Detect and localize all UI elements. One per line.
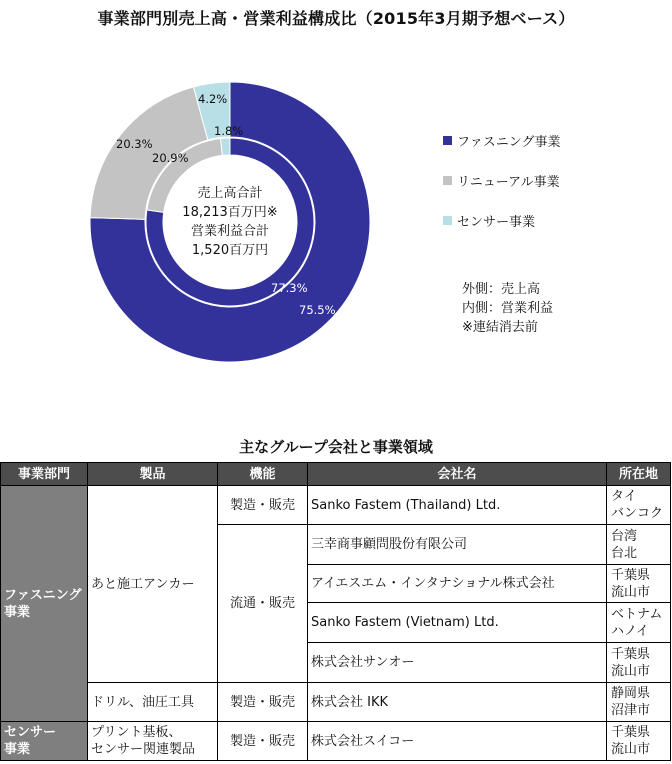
center-text-line-2: 18,213百万円※ (182, 205, 278, 220)
inner-label-renewal: 20.9% (152, 151, 189, 165)
header-location: 所在地 (607, 463, 671, 486)
chart-note (462, 280, 553, 337)
company-cell: 三幸商事顧問股份有限公司 (308, 525, 607, 565)
table-title: 主なグループ会社と事業領域 (239, 438, 433, 456)
location-cell: 静岡県 沼津市 (607, 683, 671, 722)
chart-legend (443, 130, 560, 250)
legend-item-sensor (443, 210, 560, 230)
note-consolidation: ※連結消去前 (462, 320, 538, 335)
center-text-line-4: 1,520百万円 (191, 243, 269, 258)
chart-title: 事業部門別売上高・営業利益構成比（2015年3月期予想ベース） (97, 9, 575, 28)
company-cell: 株式会社サンオー (308, 643, 607, 683)
center-text-line-3: 営業利益合計 (190, 224, 270, 239)
company-cell: アイエスエム・インタナショナル株式会社 (308, 565, 607, 603)
function-cell: 製造・販売 (218, 683, 308, 722)
dept-cell-fastening: ファスニング 事業 (1, 486, 88, 722)
company-cell: 株式会社スイコー (308, 722, 607, 761)
outer-label-renewal: 20.3% (116, 137, 153, 151)
table-row (1, 683, 671, 722)
group-company-table (0, 462, 671, 761)
location-cell: 千葉県 流山市 (607, 722, 671, 761)
legend-swatch-fastening (443, 136, 452, 145)
header-company: 会社名 (308, 463, 607, 486)
location-cell: 千葉県 流山市 (607, 565, 671, 603)
note-outer: 外側：売上高 (462, 282, 541, 297)
header-function: 機能 (218, 463, 308, 486)
product-cell: プリント基板、 センサー関連製品 (88, 722, 218, 761)
location-cell: ベトナム ハノイ (607, 603, 671, 643)
company-cell: 株式会社 IKK (308, 683, 607, 722)
company-cell: Sanko Fastem (Thailand) Ltd. (308, 486, 607, 525)
legend-label-sensor: センサー事業 (457, 214, 536, 230)
table-row (1, 486, 671, 525)
inner-label-fastening: 77.3% (271, 281, 308, 295)
location-cell: タイ バンコク (607, 486, 671, 525)
legend-label-fastening: ファスニング事業 (457, 134, 561, 150)
outer-label-sensor: 4.2% (198, 92, 228, 106)
table-row (1, 722, 671, 761)
product-cell: ドリル、油圧工具 (88, 683, 218, 722)
legend-swatch-sensor (443, 216, 452, 225)
location-cell: 台湾 台北 (607, 525, 671, 565)
location-cell: 千葉県 流山市 (607, 643, 671, 683)
header-product: 製品 (88, 463, 218, 486)
legend-label-renewal: リニューアル事業 (457, 174, 560, 190)
legend-swatch-renewal (443, 176, 452, 185)
outer-label-fastening: 75.5% (299, 303, 336, 317)
company-cell: Sanko Fastem (Vietnam) Ltd. (308, 603, 607, 643)
table-header-row (1, 463, 671, 486)
legend-item-fastening (443, 130, 560, 150)
dept-cell-sensor: センサー 事業 (1, 722, 88, 761)
product-cell: あと施工アンカー (88, 486, 218, 683)
header-dept: 事業部門 (1, 463, 88, 486)
inner-label-sensor: 1.8% (214, 124, 244, 138)
center-text-line-1: 売上高合計 (197, 186, 263, 201)
note-inner: 内側：営業利益 (462, 301, 554, 316)
function-cell: 製造・販売 (218, 722, 308, 761)
inner-slice-sensor (221, 138, 230, 155)
function-cell: 流通・販売 (218, 525, 308, 683)
function-cell: 製造・販売 (218, 486, 308, 525)
legend-item-renewal (443, 170, 560, 190)
